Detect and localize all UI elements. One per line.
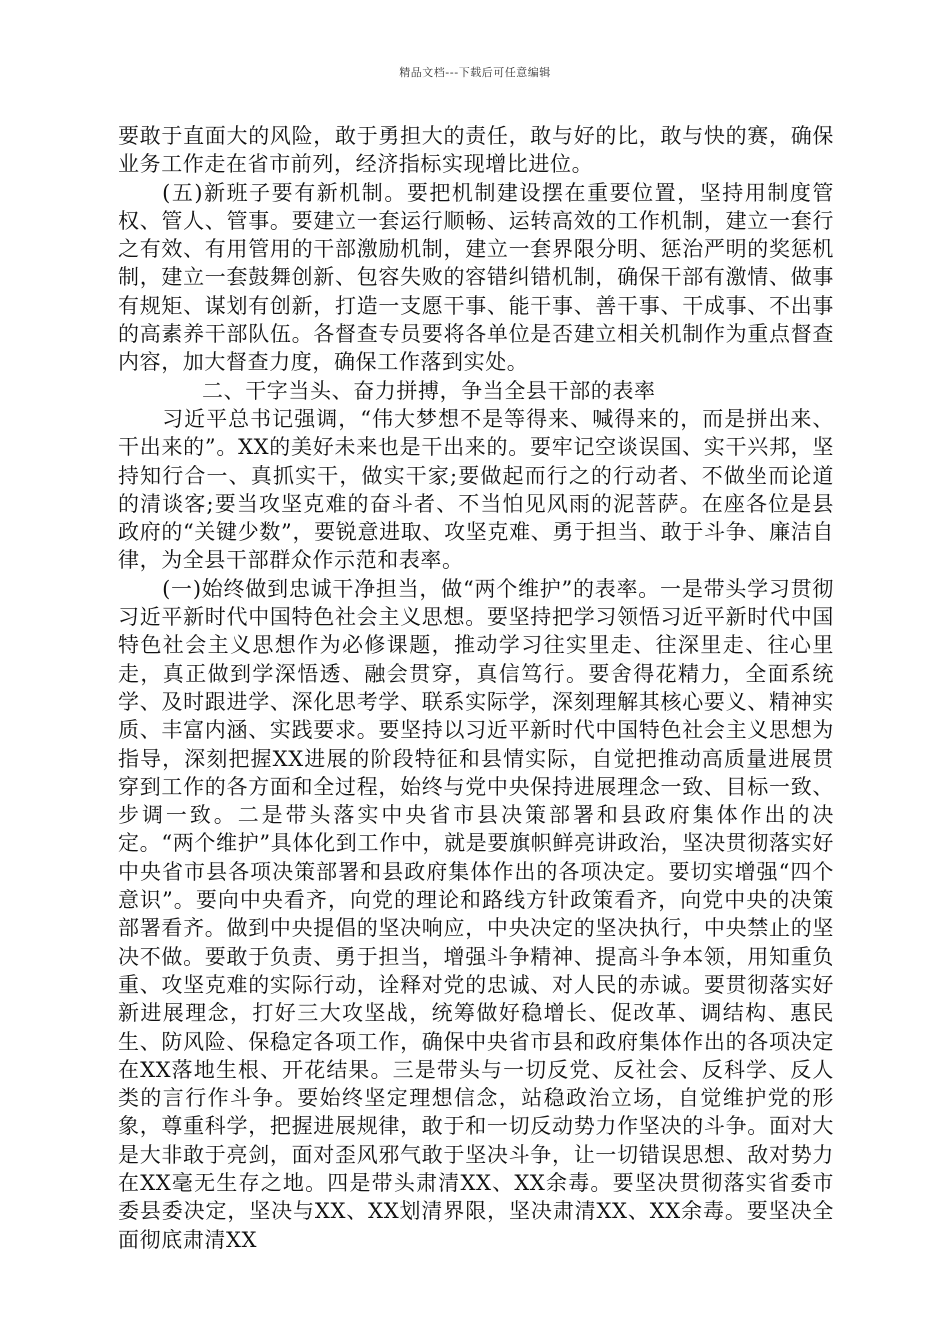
page-header: 精品文档---下载后可任意编辑	[399, 66, 551, 79]
paragraph-loyalty: (一)始终做到忠诚干净担当，做“两个维护”的表率。一是带头学习贯彻习近平新时代中国特色社会主义思想。要坚持把学习领悟习近平新时代中国特色社会主义思想作为必修课题，推动学习往实里走、往深里走、往心里走，真正做到学深悟透、融会贯穿，真信笃行。要舍得花精力，全面系统学、及时跟进学、深化思考学、联系实际学，深刻理解其核心要义、精神实质、丰富内涵、实践要求。要坚持以习近平新时代中国特色社会主义思想为指导，深刻把握XX进展的阶段特征和县情实际，自觉把推动高质量进展贯穿到工作的各方面和全过程，始终与党中央保持进展理念一致、目标一致、步调一致。二是带头落实中央省市县决策部署和县政府集体作出的决定。“两个维护”具体化到工作中，就是要旗帜鲜亮讲政治，坚决贯彻落实好中央省市县各项决策部署和县政府集体作出的各项决定。要切实增强“四个意识”。要向中央看齐，向党的理论和路线方针政策看齐，向党中央的决策部署看齐。做到中央提倡的坚决响应，中央决定的坚决执行，中央禁止的坚决不做。要敢于负责、勇于担当，增强斗争精神、提高斗争本领，用知重负重、攻坚克难的实际行动，诠释对党的忠诚、对人民的赤诚。要贯彻落实好新进展理念，打好三大攻坚战，统筹做好稳增长、促改革、调结构、惠民生、防风险、保稳定各项工作，确保中央省市县和政府集体作出的各项决定在XX落地生根、开花结果。三是带头与一切反党、反社会、反科学、反人类的言行作斗争。要始终坚定理想信念，站稳政治立场，自觉维护党的形象，尊重科学，把握进展规律，敢于和一切反动势力作坚决的斗争。面对大是大非敢于亮剑，面对歪风邪气敢于坚决斗争，让一切错误思想、敌对势力在XX毫无生存之地。四是带头肃清XX、XX余毒。要坚决贯彻落实省委市委县委决定，坚决与XX、XX划清界限，坚决肃清XX、XX余毒。要坚决全面彻底肃清XX	[118, 576, 834, 1252]
paragraph-xi-quote: 习近平总书记强调，“伟大梦想不是等得来、喊得来的，而是拼出来、干出来的”。XX的美好未来也是干出来的。要牢记空谈误国、实干兴邦，坚持知行合一、真抓实干，做实干家;要做起而行之的行动者、不做坐而论道的清谈客;要当攻坚克难的奋斗者、不当怕见风雨的泥菩萨。在座各位是县政府的“关键少数”，要锐意进取、攻坚克难、勇于担当、敢于斗争、廉洁自律，为全县干部群众作示范和表率。	[118, 406, 834, 573]
section-heading: 二、干字当头、奋力拼搏，争当全县干部的表率	[202, 378, 656, 403]
paragraph-new-mechanism: (五)新班子要有新机制。要把机制建设摆在重要位置，坚持用制度管权、管人、管事。要建立一套运行顺畅、运转高效的工作机制，建立一套行之有效、有用管用的干部激励机制，建立一套界限分明、惩治严明的奖惩机制，建立一套鼓舞创新、包容失败的容错纠错机制，确保干部有激情、做事有规矩、谋划有创新，打造一支愿干事、能干事、善干事、干成事、不出事的高素养干部队伍。各督查专员要将各单位是否建立相关机制作为重点督查内容，加大督查力度，确保工作落到实处。	[118, 180, 834, 375]
paragraph-continuation: 要敢于直面大的风险，敢于勇担大的责任，敢与好的比，敢与快的赛，确保业务工作走在省市前列，经济指标实现增比进位。	[118, 124, 834, 177]
document-body	[118, 122, 834, 1254]
